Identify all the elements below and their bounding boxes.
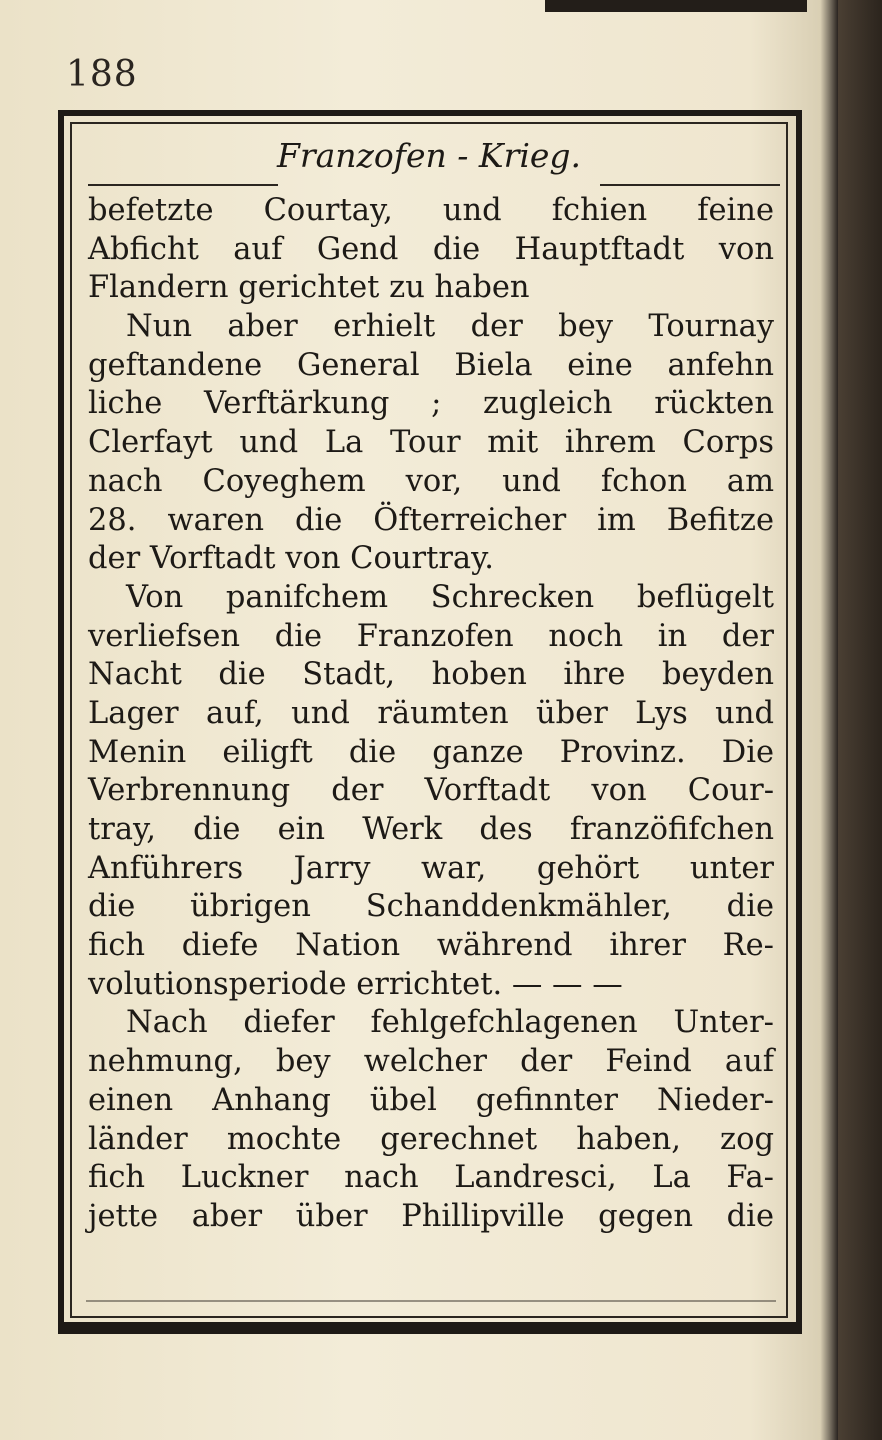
header-rule-left xyxy=(88,184,278,186)
text-line: Clerfayt und La Tour mit ihrem Corps xyxy=(88,425,774,461)
text-line: jette aber über Phillipville gegen die xyxy=(88,1198,774,1234)
header-rule-right xyxy=(600,184,780,186)
text-line: länder mochte gerechnet haben, zog xyxy=(88,1121,774,1157)
page-frame-bottom xyxy=(58,1322,802,1334)
text-line: verliefsen die Franzofen noch in der xyxy=(88,618,774,654)
bottom-rule xyxy=(86,1300,776,1302)
text-line: Flandern gerichtet zu haben xyxy=(88,270,530,306)
text-line: Lager auf, und räumten über Lys und xyxy=(88,695,774,731)
text-line: nach Coyeghem vor, und fchon am xyxy=(88,463,774,499)
text-line: fich diefe Nation während ihrer Re- xyxy=(88,928,774,964)
text-line: liche Verftärkung ; zugleich rückten xyxy=(88,386,774,422)
text-line: Abficht auf Gend die Hauptftadt von xyxy=(88,231,774,267)
text-line: Menin eiligft die ganze Provinz. Die xyxy=(88,734,774,770)
text-line: Nun aber erhielt der bey Tournay xyxy=(126,309,774,345)
body-text xyxy=(88,192,774,1237)
text-line: die übrigen Schanddenkmähler, die xyxy=(88,889,774,925)
page-number: 188 xyxy=(66,54,138,95)
text-line: fich Luckner nach Landresci, La Fa- xyxy=(88,1160,774,1196)
text-line: Von panifchem Schrecken beflügelt xyxy=(126,579,774,615)
text-line: volutionsperiode errichtet. — — — xyxy=(88,966,623,1002)
text-line: einen Anhang übel gefinnter Nieder- xyxy=(88,1082,774,1118)
text-line: Anführers Jarry war, gehört unter xyxy=(88,850,774,886)
text-line: befetzte Courtay, und fchien feine xyxy=(88,193,774,228)
text-line: Nacht die Stadt, hoben ihre beyden xyxy=(88,657,774,693)
text-line: nehmung, bey welcher der Feind auf xyxy=(88,1044,774,1080)
text-line: Nach diefer fehlgefchlagenen Unter- xyxy=(126,1005,774,1041)
text-line: 28. waren die Öfterreicher im Befitze xyxy=(88,502,774,538)
text-line: geftandene General Biela eine anfehn xyxy=(88,347,774,383)
book-edge xyxy=(838,0,882,1440)
text-line: Verbrennung der Vorftadt von Cour- xyxy=(88,773,774,809)
text-line: der Vorftadt von Courtray. xyxy=(88,541,494,577)
running-header: Franzofen - Krieg. xyxy=(276,136,582,175)
text-line: tray, die ein Werk des franzöfifchen xyxy=(88,812,774,847)
top-dark-bar xyxy=(545,0,807,12)
